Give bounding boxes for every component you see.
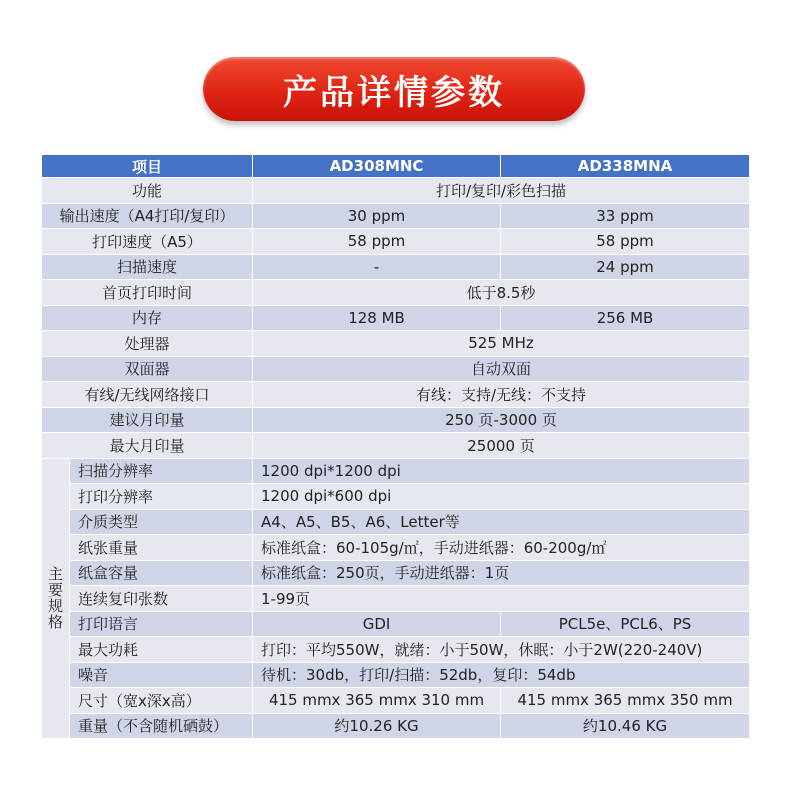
row-label: 纸盒容量 [70,560,253,586]
spec-table [41,154,750,739]
row-value-b: 33 ppm [501,203,750,229]
row-value: 打印：平均550W，就绪：小于50W，休眠：小于2W(220-240V) [253,637,750,663]
row-label: 打印分辨率 [70,484,253,510]
row-label: 纸张重量 [70,535,253,561]
row-value-b: 约10.46 KG [501,713,750,739]
table-row [42,509,750,535]
row-label: 打印语言 [70,611,253,637]
table-row [42,688,750,714]
row-value: 525 MHz [253,331,750,357]
header-item: 项目 [42,155,253,178]
row-label: 功能 [42,178,253,204]
row-label: 介质类型 [70,509,253,535]
row-value-a: 58 ppm [253,229,501,255]
table-row [42,484,750,510]
row-value-a: GDI [253,611,501,637]
row-value-a: 约10.26 KG [253,713,501,739]
row-value: 待机：30db，打印/扫描：52db，复印：54db [253,662,750,688]
table-row [42,178,750,204]
row-value: 25000 页 [253,433,750,459]
table-row [42,433,750,459]
row-value: 有线：支持/无线：不支持 [253,382,750,408]
page-title: 产品详情参数 [283,72,505,113]
row-value: 标准纸盒：60-105g/㎡，手动进纸器：60-200g/㎡ [253,535,750,561]
table-row [42,662,750,688]
row-value-b: 24 ppm [501,254,750,280]
row-label: 扫描速度 [42,254,253,280]
header-model-b: AD338MNA [501,155,750,178]
row-label: 最大月印量 [42,433,253,459]
row-value: 250 页-3000 页 [253,407,750,433]
row-label: 双面器 [42,356,253,382]
table-row [42,382,750,408]
row-label: 连续复印张数 [70,586,253,612]
row-value: 1200 dpi*1200 dpi [253,458,750,484]
table-row [42,713,750,739]
row-value-b: PCL5e、PCL6、PS [501,611,750,637]
row-label: 建议月印量 [42,407,253,433]
table-header-row [42,155,750,178]
table-row [42,331,750,357]
row-label: 首页打印时间 [42,280,253,306]
table-row [42,560,750,586]
header-model-a: AD308MNC [253,155,501,178]
table-row [42,586,750,612]
group-label-cell [42,458,70,739]
row-value-b: 58 ppm [501,229,750,255]
row-value: 标准纸盒：250页，手动进纸器：1页 [253,560,750,586]
row-value: 低于8.5秒 [253,280,750,306]
row-value: 自动双面 [253,356,750,382]
table-row [42,535,750,561]
row-label: 内存 [42,305,253,331]
row-value-a: 415 mmx 365 mmx 310 mm [253,688,501,714]
row-value: 1-99页 [253,586,750,612]
row-value-b: 415 mmx 365 mmx 350 mm [501,688,750,714]
row-label: 尺寸（宽x深x高） [70,688,253,714]
row-label: 处理器 [42,331,253,357]
group-label: 主要规格 [46,566,64,631]
table-row [42,203,750,229]
row-label: 噪音 [70,662,253,688]
table-row [42,637,750,663]
table-row [42,611,750,637]
row-value: 打印/复印/彩色扫描 [253,178,750,204]
row-value-b: 256 MB [501,305,750,331]
row-value-a: 128 MB [253,305,501,331]
row-value-a: 30 ppm [253,203,501,229]
table-row [42,356,750,382]
row-value-a: - [253,254,501,280]
row-label: 扫描分辨率 [70,458,253,484]
row-label: 输出速度（A4打印/复印） [42,203,253,229]
table-row [42,280,750,306]
row-value: A4、A5、B5、A6、Letter等 [253,509,750,535]
table-row [42,229,750,255]
row-label: 打印速度（A5） [42,229,253,255]
table-row [42,458,750,484]
row-value: 1200 dpi*600 dpi [253,484,750,510]
title-banner [203,57,585,121]
table-row [42,407,750,433]
row-label: 重量（不含随机硒鼓） [70,713,253,739]
table-row [42,305,750,331]
row-label: 有线/无线网络接口 [42,382,253,408]
row-label: 最大功耗 [70,637,253,663]
table-row [42,254,750,280]
